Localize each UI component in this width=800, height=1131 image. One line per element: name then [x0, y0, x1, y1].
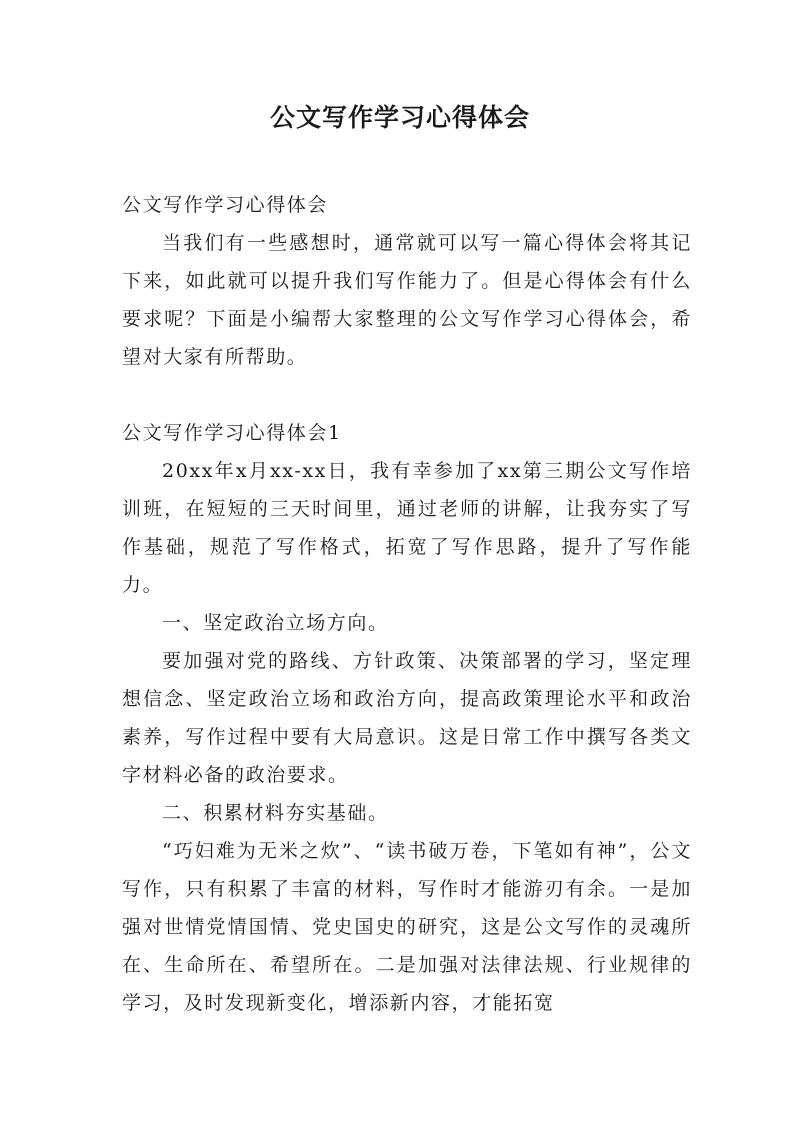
paragraph-spacer: [122, 376, 692, 414]
section-title: 公文写作学习心得体会1: [122, 422, 342, 444]
body-paragraph: 20xx年x月xx-xx日，我有幸参加了xx第三期公文写作培训班，在短短的三天时间里，通过老师的讲解，让我夯实了写作基础，规范了写作格式，拓宽了写作思路，提升了写作能力。: [122, 460, 692, 596]
body-paragraph: 要加强对党的路线、方针政策、决策部署的学习，坚定理想信念、坚定政治立场和政治方向，提高政策理论水平和政治素养，写作过程中要有大局意识。这是日常工作中撰写各类文字材料必备的政治要求。: [122, 650, 692, 786]
document-body: [122, 186, 692, 1022]
section-heading: 一、坚定政治立场方向。: [162, 612, 389, 634]
section-heading: 二、积累材料夯实基础。: [162, 802, 389, 824]
body-paragraph: “巧妇难为无米之炊”、“读书破万卷，下笔如有神”，公文写作，只有积累了丰富的材料，写作时才能游刃有余。一是加强对世情党情国情、党史国史的研究，这是公文写作的灵魂所在、生命所在、希望所在。二是加强对法律法规、行业规律的学习，及时发现新变化，增添新内容，才能拓宽: [122, 840, 692, 1014]
intro-paragraph: 当我们有一些感想时，通常就可以写一篇心得体会将其记下来，如此就可以提升我们写作能力了。但是心得体会有什么要求呢？下面是小编帮大家整理的公文写作学习心得体会，希望对大家有所帮助。: [122, 232, 692, 368]
document-title: 公文写作学习心得体会: [269, 103, 530, 132]
document-subtitle: 公文写作学习心得体会: [122, 194, 329, 216]
